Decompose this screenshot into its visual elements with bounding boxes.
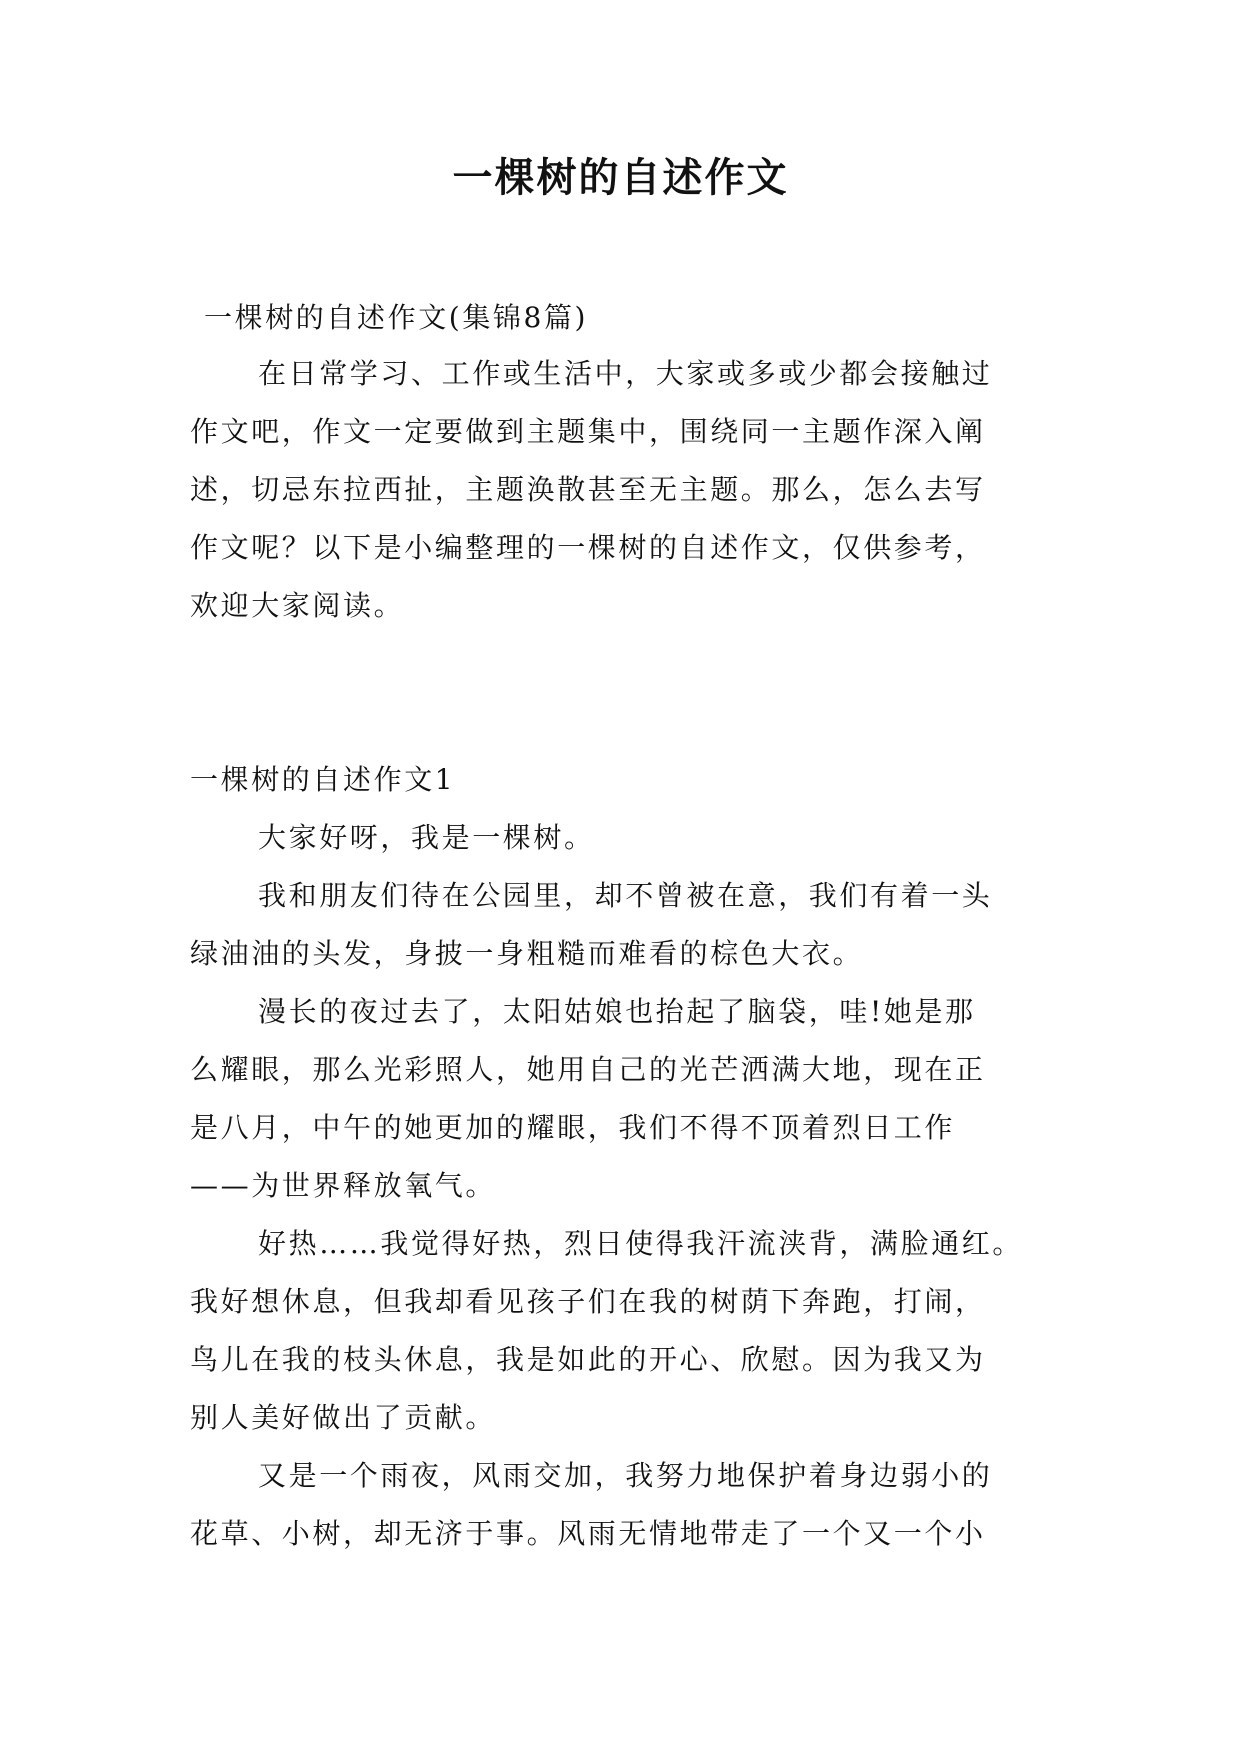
intro-line: 述，切忌东拉西扯，主题涣散甚至无主题。那么，怎么去写 bbox=[190, 473, 986, 506]
intro-line: 在日常学习、工作或生活中，大家或多或少都会接触过 bbox=[258, 357, 993, 390]
section-heading: 一棵树的自述作文1 bbox=[190, 763, 456, 796]
body-line: ——为世界释放氧气。 bbox=[190, 1169, 497, 1202]
body-line: 又是一个雨夜，风雨交加，我努力地保护着身边弱小的 bbox=[258, 1459, 993, 1492]
body-line: 我好想休息，但我却看见孩子们在我的树荫下奔跑，打闹， bbox=[190, 1285, 986, 1318]
body-line: 绿油油的头发，身披一身粗糙而难看的棕色大衣。 bbox=[190, 937, 864, 970]
body-line: 好热……我觉得好热，烈日使得我汗流浃背，满脸通红。 bbox=[258, 1227, 1024, 1260]
body-line: 我和朋友们待在公园里，却不曾被在意，我们有着一头 bbox=[258, 879, 993, 912]
body-line: 别人美好做出了贡献。 bbox=[190, 1401, 497, 1434]
body-line: 花草、小树，却无济于事。风雨无情地带走了一个又一个小 bbox=[190, 1517, 986, 1550]
intro-line: 欢迎大家阅读。 bbox=[190, 589, 405, 622]
document-title: 一棵树的自述作文 bbox=[452, 154, 789, 201]
body-line: 漫长的夜过去了，太阳姑娘也抬起了脑袋，哇!她是那 bbox=[258, 995, 976, 1028]
intro-line: 作文吧，作文一定要做到主题集中，围绕同一主题作深入阐 bbox=[190, 415, 986, 448]
body-line: 大家好呀，我是一棵树。 bbox=[258, 821, 595, 854]
body-line: 是八月，中午的她更加的耀眼，我们不得不顶着烈日工作 bbox=[190, 1111, 956, 1144]
document-subtitle: 一棵树的自述作文(集锦8篇) bbox=[204, 301, 589, 334]
body-line: 鸟儿在我的枝头休息，我是如此的开心、欣慰。因为我又为 bbox=[190, 1343, 986, 1376]
body-line: 么耀眼，那么光彩照人，她用自己的光芒洒满大地，现在正 bbox=[190, 1053, 986, 1086]
intro-line: 作文呢？以下是小编整理的一棵树的自述作文，仅供参考， bbox=[190, 531, 986, 564]
